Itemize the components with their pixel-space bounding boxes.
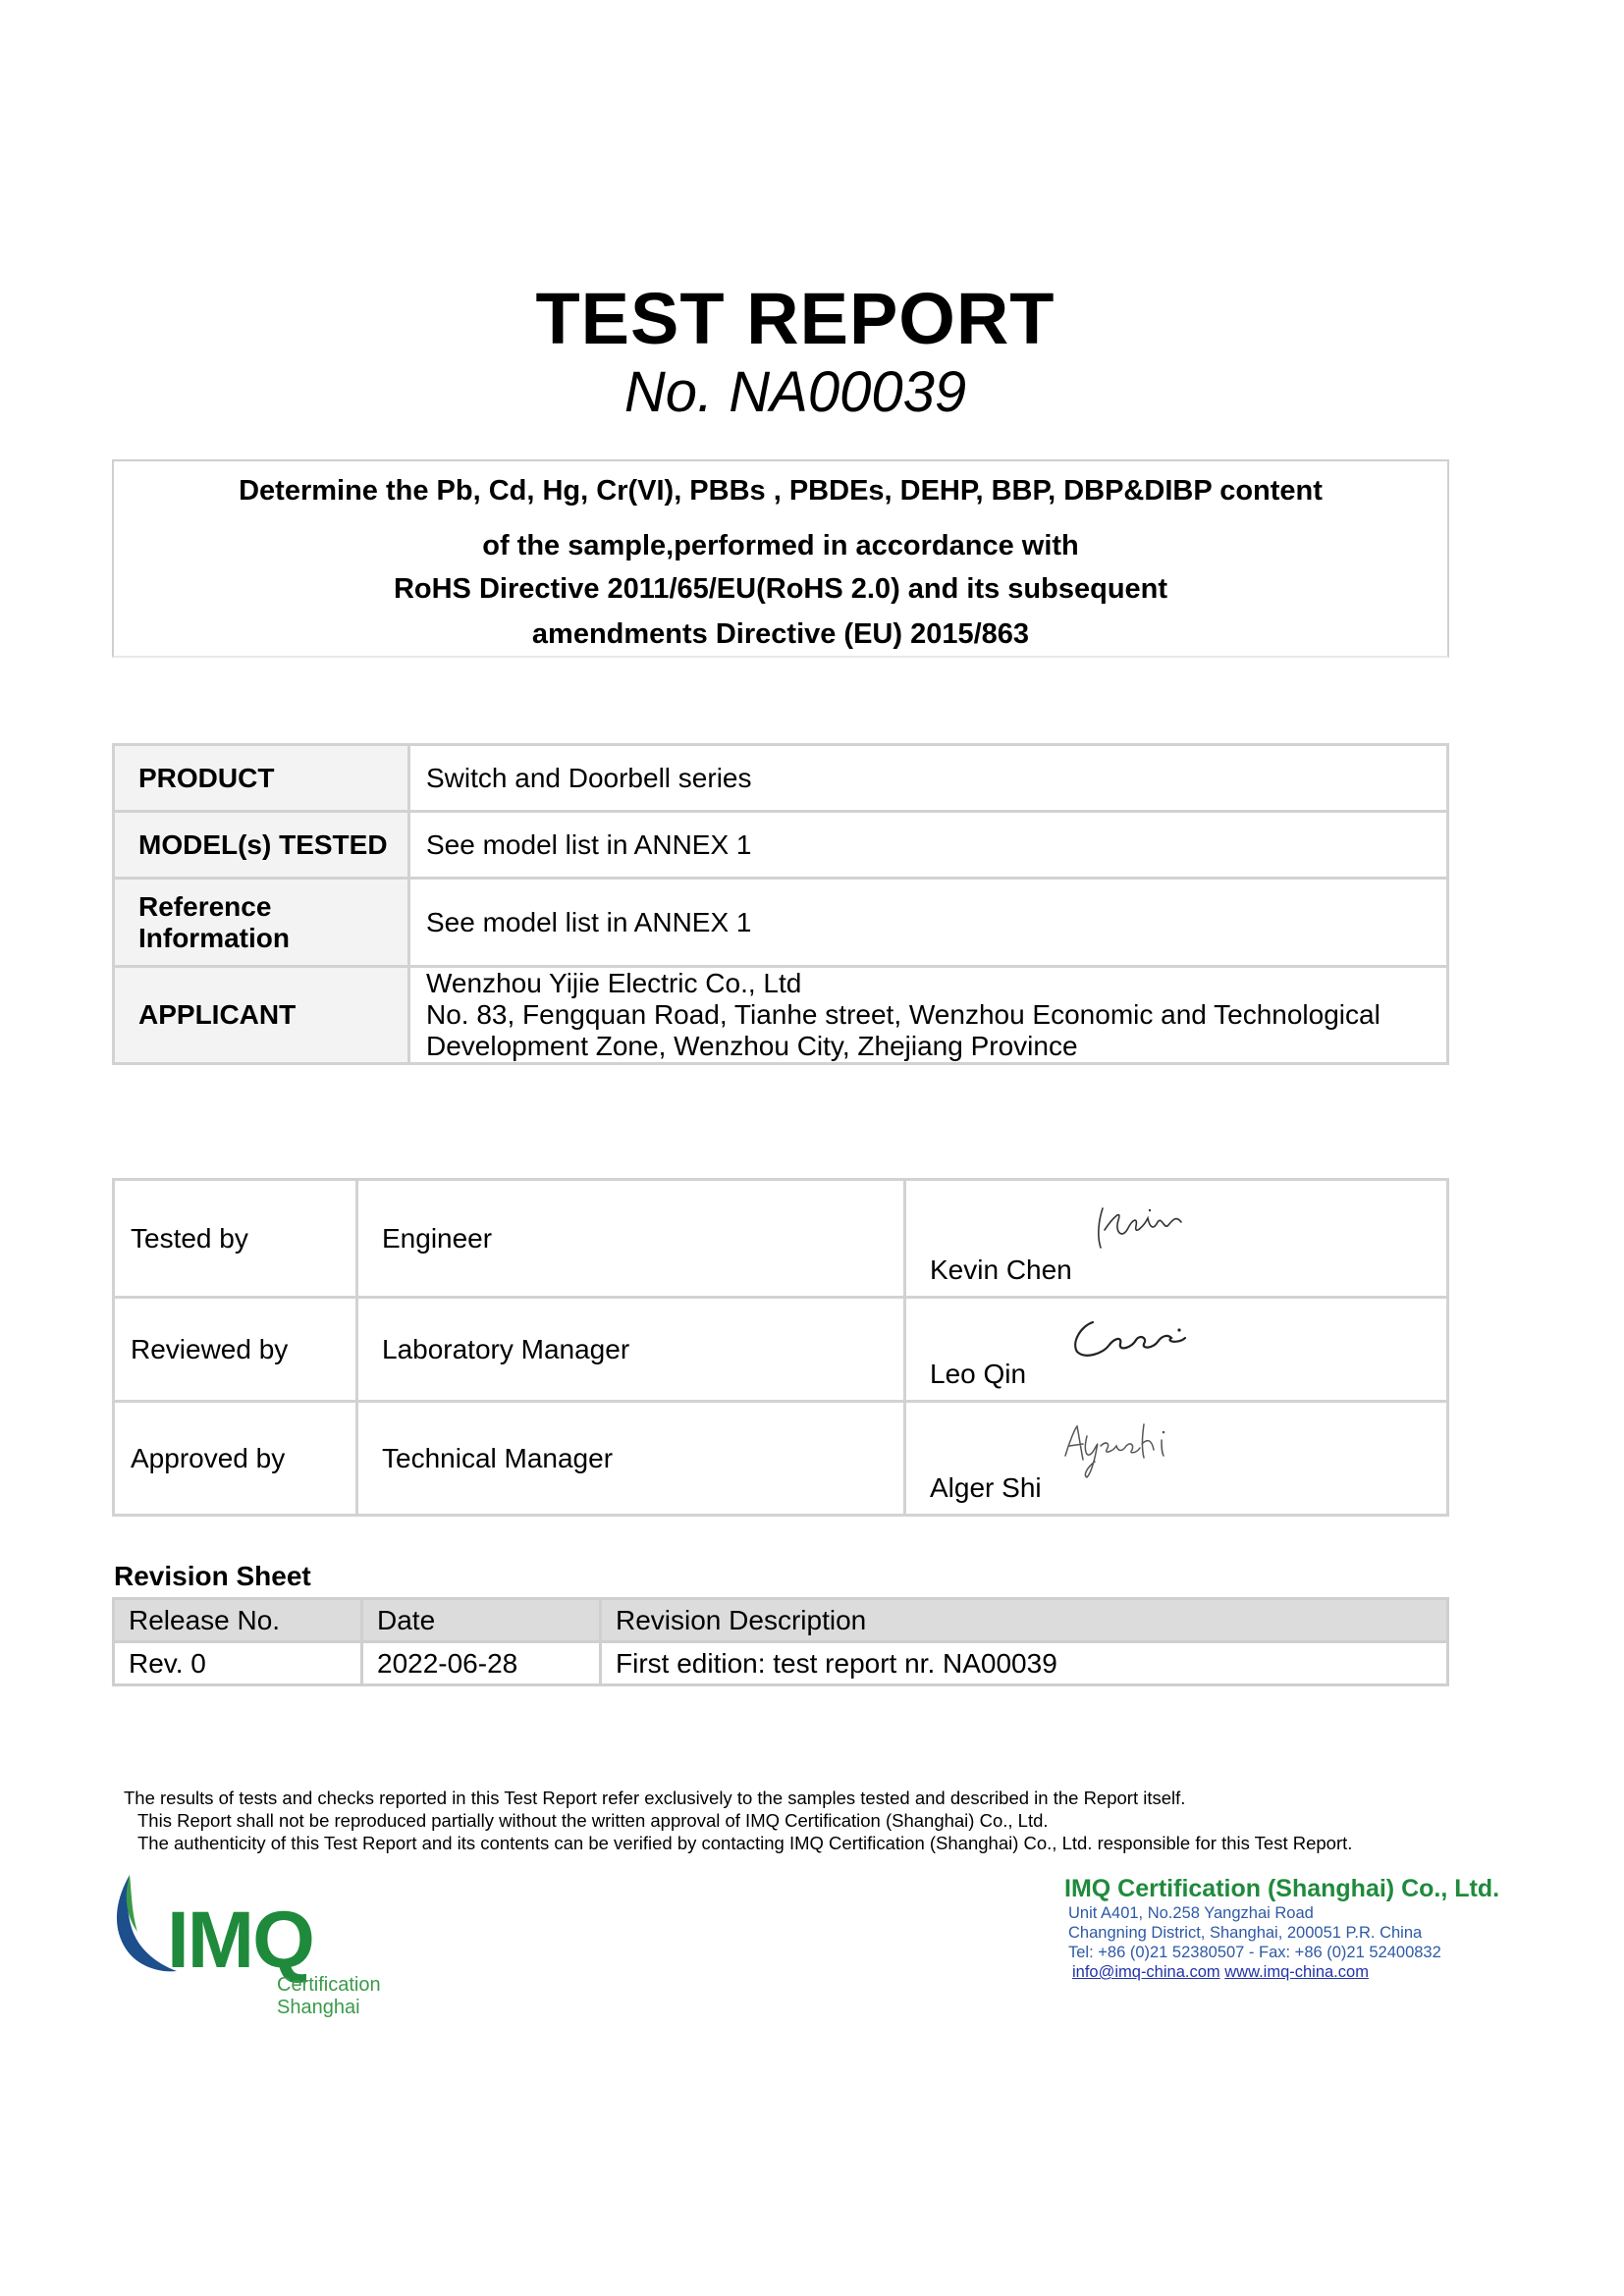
reference-value: See model list in ANNEX 1 <box>409 879 1448 967</box>
revision-table <box>112 1597 1449 1686</box>
applicant-address-line-2: Development Zone, Wenzhou City, Zhejiang Province <box>426 1031 1078 1061</box>
reference-row <box>114 879 1448 967</box>
signatory-name: Kevin Chen <box>930 1255 1072 1285</box>
disclaimer <box>124 1787 1352 1854</box>
revision-date: 2022-06-28 <box>362 1642 601 1685</box>
email-link[interactable]: info@imq-china.com <box>1072 1963 1220 1981</box>
website-link[interactable]: www.imq-china.com <box>1224 1963 1369 1981</box>
scope-box <box>112 459 1449 658</box>
company-links <box>1064 1962 1575 1982</box>
signature-role: Technical Manager <box>357 1402 905 1516</box>
disclaimer-line-1: The results of tests and checks reported in this Test Report refer exclusively to the samples tested and described in the Report itself. <box>124 1788 1186 1808</box>
company-name: IMQ Certification (Shanghai) Co., Ltd. <box>1064 1875 1500 1902</box>
company-address-1: Unit A401, No.258 Yangzhai Road <box>1068 1904 1314 1922</box>
report-number: No. NA00039 <box>623 360 967 424</box>
signature-cell <box>905 1298 1448 1402</box>
scope-line-4: amendments Directive (EU) 2015/863 <box>531 618 1030 650</box>
scope-line-2: of the sample,performed in accordance with <box>482 530 1079 561</box>
revision-header-description: Revision Description <box>601 1599 1448 1642</box>
signatory-name: Alger Shi <box>930 1472 1042 1503</box>
signature-row <box>114 1298 1448 1402</box>
company-phone: Tel: +86 (0)21 52380507 - Fax: +86 (0)21 52400832 <box>1068 1944 1441 1961</box>
reference-label-line-1: Reference <box>138 890 272 922</box>
logo-mark: IMQ <box>167 1896 313 1985</box>
revision-sheet-title: Revision Sheet <box>114 1561 311 1591</box>
revision-header-date: Date <box>362 1599 601 1642</box>
scope-line-1: Determine the Pb, Cd, Hg, Cr(VI), PBBs , PBDEs, DEHP, BBP, DBP&DIBP content <box>239 475 1323 507</box>
scope-line-3: RoHS Directive 2011/65/EU(RoHS 2.0) and its subsequent <box>393 573 1168 605</box>
models-label: MODEL(s) TESTED <box>114 812 409 879</box>
applicant-name: Wenzhou Yijie Electric Co., Ltd <box>426 968 802 998</box>
report-title: TEST REPORT <box>535 278 1056 359</box>
revision-description: First edition: test report nr. NA00039 <box>601 1642 1448 1685</box>
applicant-address-line-1: No. 83, Fengquan Road, Tianhe street, Wenzhou Economic and Technological <box>426 999 1380 1030</box>
handwritten-signature-alger <box>1054 1416 1181 1495</box>
signature-action: Reviewed by <box>114 1298 357 1402</box>
signature-role: Engineer <box>357 1180 905 1298</box>
applicant-value <box>409 967 1448 1064</box>
signature-cell <box>905 1180 1448 1298</box>
signature-action: Approved by <box>114 1402 357 1516</box>
company-address-2: Changning District, Shanghai, 200051 P.R. China <box>1068 1924 1423 1942</box>
signature-table <box>112 1178 1449 1517</box>
product-info-table <box>112 743 1449 1065</box>
signature-row <box>114 1180 1448 1298</box>
reference-label <box>114 879 409 967</box>
revision-header-row <box>114 1599 1448 1642</box>
logo-sub-shanghai: Shanghai <box>277 1997 360 2018</box>
models-row <box>114 812 1448 879</box>
signature-row <box>114 1402 1448 1516</box>
company-contact-block <box>1064 1875 1575 1982</box>
signature-action: Tested by <box>114 1180 357 1298</box>
signature-cell <box>905 1402 1448 1516</box>
logo-sub-certification: Certification <box>277 1974 381 1996</box>
revision-header-release: Release No. <box>114 1599 362 1642</box>
signatory-name: Leo Qin <box>930 1359 1027 1389</box>
applicant-label: APPLICANT <box>114 967 409 1064</box>
reference-label-line-2: Information <box>138 922 290 953</box>
applicant-row <box>114 967 1448 1064</box>
product-row <box>114 745 1448 812</box>
handwritten-signature-leo <box>1063 1308 1201 1367</box>
table-row <box>114 1642 1448 1685</box>
disclaimer-line-2: This Report shall not be reproduced partially without the written approval of IMQ Certification (Shanghai) Co., Ltd. <box>137 1810 1049 1831</box>
handwritten-signature-kevin <box>1093 1201 1211 1259</box>
signature-role: Laboratory Manager <box>357 1298 905 1402</box>
product-label: PRODUCT <box>114 745 409 812</box>
disclaimer-line-3: The authenticity of this Test Report and its contents can be verified by contacting IMQ Certification (Shanghai) Co., Ltd. responsible for this Test Report. <box>137 1833 1353 1853</box>
imq-logo <box>110 1869 405 2026</box>
product-value: Switch and Doorbell series <box>409 745 1448 812</box>
revision-release: Rev. 0 <box>114 1642 362 1685</box>
models-value: See model list in ANNEX 1 <box>409 812 1448 879</box>
